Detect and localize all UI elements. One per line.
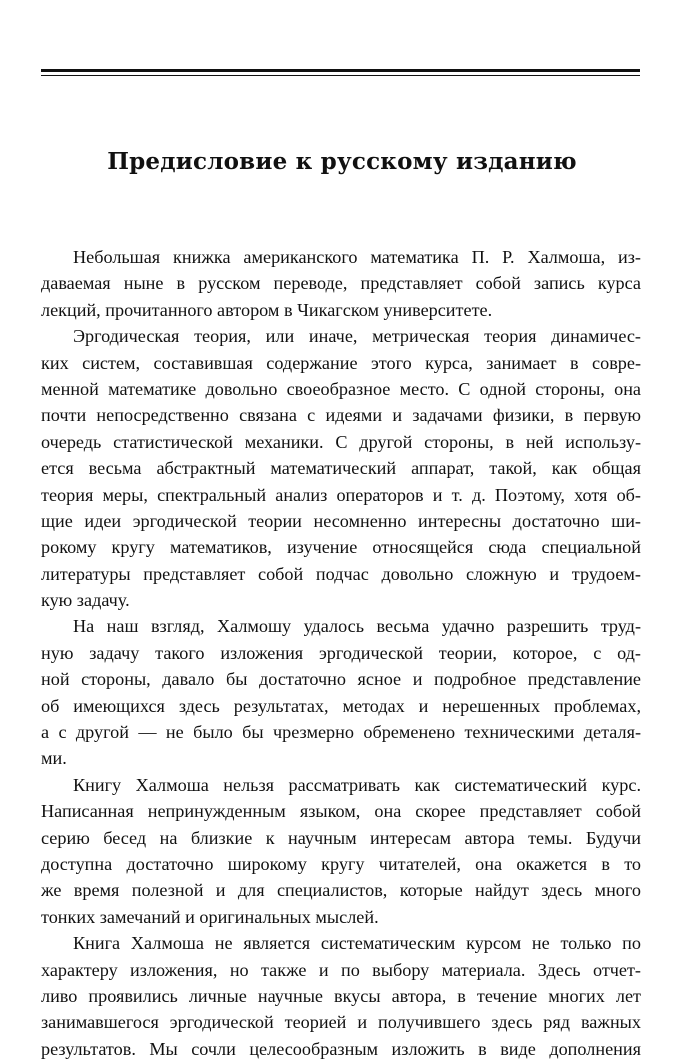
text-line: лекций, прочитанного автором в Чикагском университете. — [41, 299, 493, 320]
body-text — [41, 244, 641, 1062]
text-line: об имеющихся здесь результатах, методах и нерешенных проблемах, — [41, 695, 641, 716]
text-line: ливо проявились личные научные вкусы автора, в течение многих лет — [41, 985, 641, 1006]
text-line: Книга Халмоша не является систематическим курсом не только по — [73, 933, 641, 954]
text-line: ной стороны, давало бы достаточно ясное и подробное представление — [41, 669, 641, 690]
text-line: почти непосредственно связана с идеями и задачами физики, в первую — [41, 405, 641, 426]
text-line: результатов. Мы сочли целесообразным изложить в виде дополнения — [41, 1038, 641, 1059]
text-line: литературы представляет собой подчас довольно сложную и трудоем- — [41, 563, 641, 584]
text-line: очередь статистической механики. С другой стороны, в ней использу- — [41, 431, 641, 452]
text-line: доступна достаточно широкому кругу читателей, она окажется в то — [41, 853, 641, 874]
page-title: Предисловие к русскому изданию — [107, 148, 577, 175]
text-line: теория меры, спектральный анализ операторов и т. д. Поэтому, хотя об- — [41, 484, 641, 505]
text-line: ми. — [41, 748, 67, 769]
text-line: характеру изложения, но также и по выбору материала. Здесь отчет- — [41, 959, 641, 980]
text-line: Книгу Халмоша нельзя рассматривать как систематический курс. — [73, 774, 641, 795]
text-line: ную задачу такого изложения эргодической теории, которое, с од- — [41, 642, 641, 663]
header-rule-thick — [41, 69, 640, 72]
text-line: Небольшая книжка американского математика П. Р. Халмоша, из- — [73, 247, 641, 267]
text-line: Написанная непринужденным языком, она скорее представляет собой — [41, 801, 641, 822]
text-line: ется весьма абстрактный математический аппарат, такой, как общая — [41, 458, 641, 479]
text-line: На наш взгляд, Халмошу удалось весьма удачно разрешить труд- — [73, 616, 641, 637]
header-rule-thin — [41, 75, 640, 76]
text-line: менной математике довольно своеобразное место. С одной стороны, она — [41, 378, 641, 399]
text-line: даваемая ныне в русском переводе, представляет собой запись курса — [41, 273, 641, 294]
text-line: рокому кругу математиков, изучение относящейся сюда специальной — [41, 537, 641, 558]
text-line: кую задачу. — [41, 590, 130, 611]
text-line: ких систем, составившая содержание этого курса, занимает в совре- — [41, 352, 641, 373]
text-line: Эргодическая теория, или иначе, метрическая теория динамичес- — [73, 326, 641, 347]
text-line: же время полезной и для специалистов, которые найдут здесь много — [41, 880, 641, 901]
text-line: щие идеи эргодической теории несомненно интересны достаточно ши- — [41, 510, 641, 531]
text-line: а с другой — не было бы чрезмерно обременено техническими деталя- — [41, 722, 641, 743]
text-line: серию бесед на близкие к научным интересам автора темы. Будучи — [41, 827, 641, 848]
text-line: занимавшегося эргодической теорией и получившего здесь ряд важных — [41, 1012, 641, 1033]
text-line: тонких замечаний и оригинальных мыслей. — [41, 906, 379, 927]
